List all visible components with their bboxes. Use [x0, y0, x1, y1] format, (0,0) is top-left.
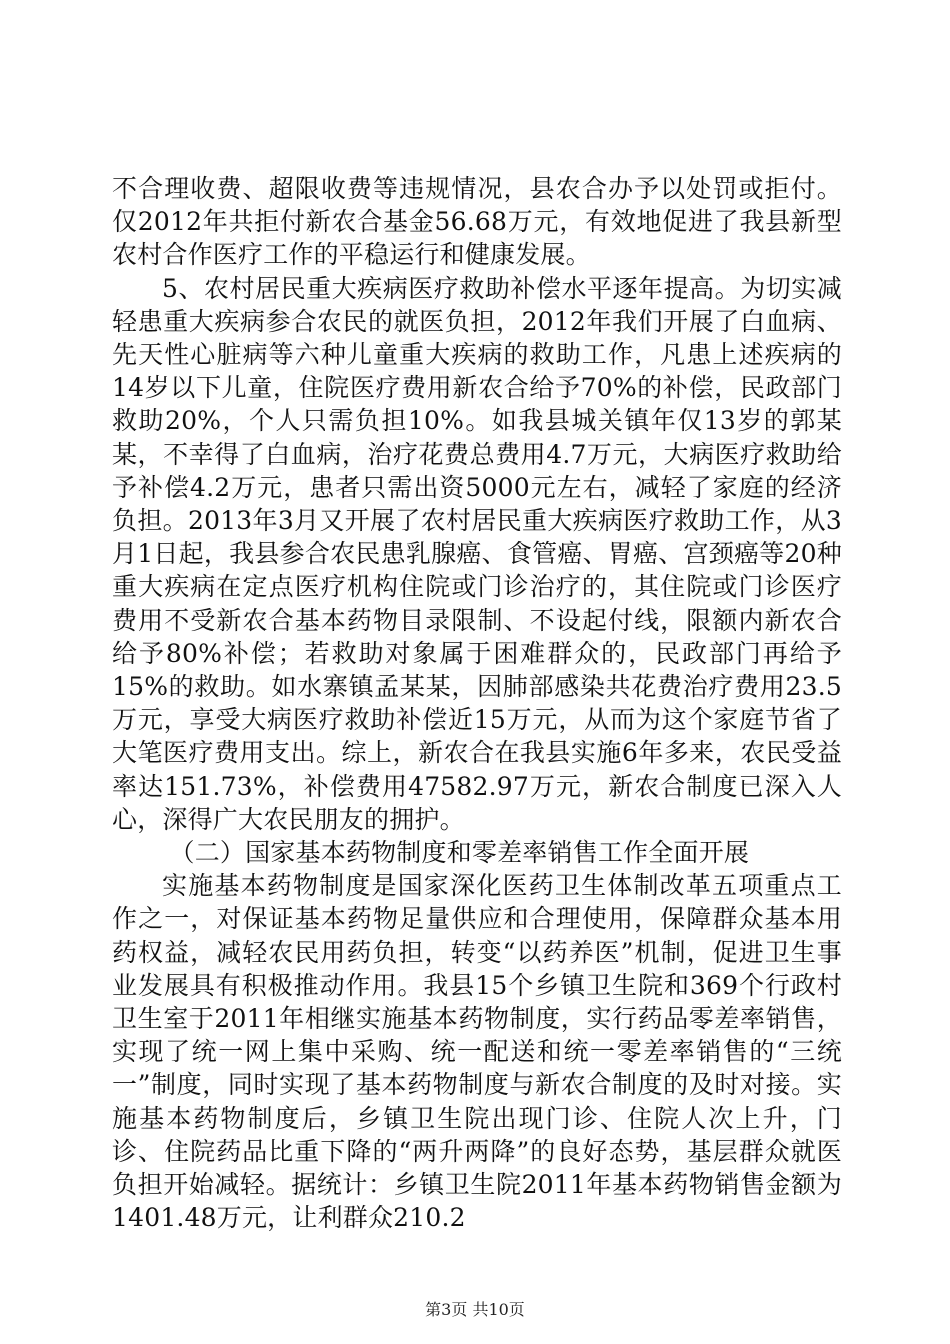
paragraph-continuation: 不合理收费、超限收费等违规情况，县农合办予以处罚或拒付。仅2012年共拒付新农合基金56.68万元，有效地促进了我县新型农村合作医疗工作的平稳运行和健康发展。 — [112, 174, 842, 270]
section-heading: （二）国家基本药物制度和零差率销售工作全面开展 — [169, 838, 750, 868]
page-number-footer: 第3页 共10页 — [425, 1300, 525, 1319]
paragraph-serious-illness-aid: 5、农村居民重大疾病医疗救助补偿水平逐年提高。为切实减轻患重大疾病参合农民的就医负担，2012年我们开展了白血病、先天性心脏病等六种儿童重大疾病的救助工作，凡患上述疾病的14岁以下儿童，住院医疗费用新农合给予70%的补偿，民政部门救助20%，个人只需负担10%。如我县城关镇年仅13岁的郭某某，不幸得了白血病，治疗花费总费用4.7万元，大病医疗救助给予补偿4.2万元，患者只需出资5000元左右，减轻了家庭的经济负担。2013年3月又开展了农村居民重大疾病医疗救助工作，从3月1日起，我县参合农民患乳腺癌、食管癌、胃癌、宫颈癌等20种重大疾病在定点医疗机构住院或门诊治疗的，其住院或门诊医疗费用不受新农合基本药物目录限制、不设起付线，限额内新农合给予80%补偿；若救助对象属于困难群众的，民政部门再给予15%的救助。如水寨镇孟某某，因肺部感染共花费治疗费用23.5万元，享受大病医疗救助补偿近15万元，从而为这个家庭节省了大笔医疗费用支出。综上，新农合在我县实施6年多来，农民受益率达151.73%，补偿费用47582.97万元，新农合制度已深入人心，深得广大农民朋友的拥护。 — [112, 273, 842, 834]
document-body — [112, 172, 842, 1235]
paragraph-essential-drugs: 实施基本药物制度是国家深化医药卫生体制改革五项重点工作之一，对保证基本药物足量供应和合理使用，保障群众基本用药权益，减轻农民用药负担，转变“以药养医”机制，促进卫生事业发展具有积极推动作用。我县15个乡镇卫生院和369个行政村卫生室于2011年相继实施基本药物制度，实行药品零差率销售，实现了统一网上集中采购、统一配送和统一零差率销售的“三统一”制度，同时实现了基本药物制度与新农合制度的及时对接。实施基本药物制度后，乡镇卫生院出现门诊、住院人次上升，门诊、住院药品比重下降的“两升两降”的良好态势，基层群众就医负担开始减轻。据统计：乡镇卫生院2011年基本药物销售金额为1401.48万元，让利群众210.2 — [112, 871, 842, 1233]
